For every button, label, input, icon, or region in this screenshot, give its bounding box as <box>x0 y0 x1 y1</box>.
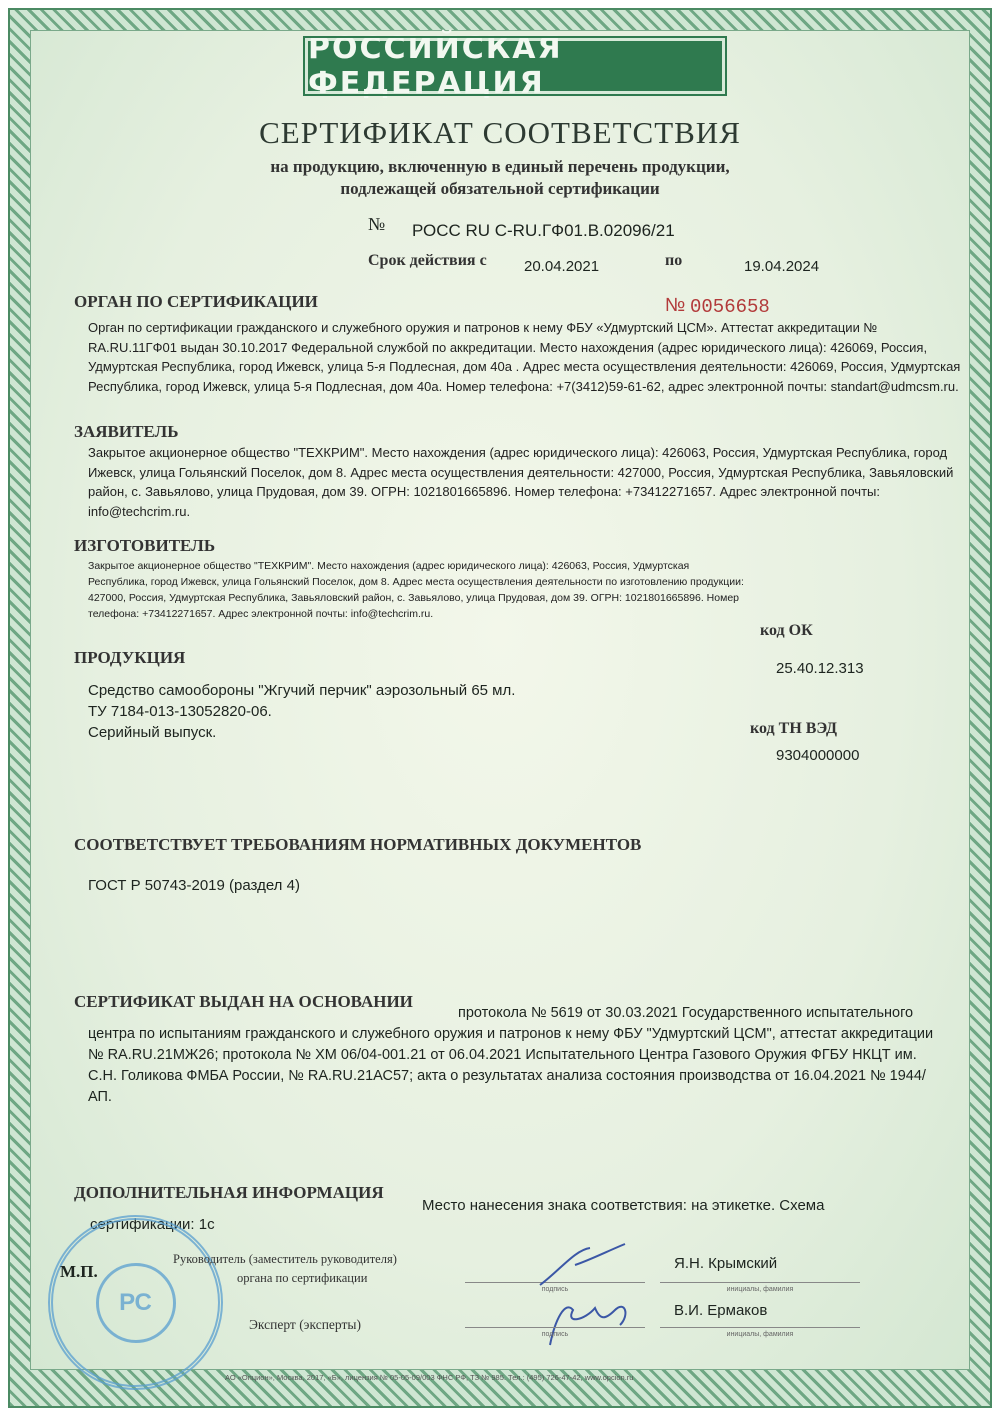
additional-info-heading: ДОПОЛНИТЕЛЬНАЯ ИНФОРМАЦИЯ <box>74 1183 384 1202</box>
country-banner: РОССИЙСКАЯ ФЕДЕРАЦИЯ <box>305 38 725 94</box>
basis-heading: СЕРТИФИКАТ ВЫДАН НА ОСНОВАНИИ <box>74 992 413 1011</box>
product-line: ТУ 7184-013-13052820-06. <box>88 703 272 720</box>
stamp-label: М.П. <box>60 1262 98 1281</box>
conformity-standard: ГОСТ Р 50743-2019 (раздел 4) <box>88 877 300 894</box>
rs-logo-icon: РС <box>96 1263 176 1343</box>
applicant-text: Закрытое акционерное общество "ТЕХКРИМ". Место нахождения (адрес юридического лица): 426063, Россия, Удмуртская Республика, город Ижевск, улица Гольянский Поселок, дом 8. Адрес места осуществления деятельности: 427000, Россия, Удмуртская Республика, Завьяловский район, с. Завьялово, улица Прудовая, дом 39. ОГРН: 1021801665896. Номер телефона: +73412271657. Адрес электронной почты: info@techcrim.ru. <box>88 445 954 519</box>
validity-from-date: 20.04.2021 <box>524 258 600 275</box>
validity-to-label: по <box>665 252 683 269</box>
number-label: № <box>368 214 386 234</box>
manufacturer-text: Закрытое акционерное общество "ТЕХКРИМ". Место нахождения (адрес юридического лица): 426063, Россия, Удмуртская Республика, город Ижевск, улица Гольянский Поселок, дом 8. Адрес места осуществления деятельности по изготовлению продукции: 427000, Россия, Удмуртская Республика, Завьяловский район, с. Завьялово, улица Прудовая, дом 39. ОГРН: 1021801665896. Номер телефона: +73412271657. Адрес электронной почты: info@techcrim.ru. <box>88 560 744 620</box>
subtitle-line-1: на продукцию, включенную в единый перечень продукции, <box>270 157 730 176</box>
expert-label: Эксперт (эксперты) <box>249 1317 361 1332</box>
head-label-1: Руководитель (заместитель руководителя) <box>173 1252 397 1266</box>
head-signature-icon <box>530 1240 640 1290</box>
manufacturer-heading: ИЗГОТОВИТЕЛЬ <box>74 536 216 555</box>
subtitle-line-2: подлежащей обязательной сертификации <box>340 179 660 198</box>
basis-text <box>88 1003 948 1108</box>
printer-footer: АО «Опцион», Москва, 2017, «Б», лицензия № 05-05-09/003 ФНС РФ, ТЗ № 985. Тел.: (495) 726-47-42, www.opcion.ru <box>225 1373 634 1382</box>
name-caption: инициалы, фамилия <box>726 1286 794 1293</box>
tnved-code: 9304000000 <box>776 747 860 764</box>
product-line: Средство самообороны "Жгучий перчик" аэрозольный 65 мл. <box>88 682 516 699</box>
validity-to-date: 19.04.2024 <box>744 258 820 275</box>
product-heading: ПРОДУКЦИЯ <box>74 648 186 667</box>
validity-from-label: Срок действия с <box>368 252 487 269</box>
signature-caption: подпись <box>541 1331 569 1338</box>
certification-body-heading: ОРГАН ПО СЕРТИФИКАЦИИ <box>74 292 318 311</box>
product-line: Серийный выпуск. <box>88 724 217 741</box>
blank-number: 0056658 <box>690 296 770 318</box>
signature-caption: подпись <box>541 1286 569 1293</box>
additional-info-line-1: Место нанесения знака соответствия: на этикетке. Схема <box>422 1197 825 1214</box>
product-description <box>88 680 515 743</box>
additional-info-line-2: сертификации: 1с <box>90 1216 215 1233</box>
certificate-number: РОСС RU C-RU.ГФ01.В.02096/21 <box>412 221 675 240</box>
tnved-code-label: код ТН ВЭД <box>750 720 837 737</box>
applicant-heading: ЗАЯВИТЕЛЬ <box>74 422 179 441</box>
basis-text-content: протокола № 5619 от 30.03.2021 Государственного испытательного центра по испытаниям гражданского и служебного оружия и патронов к нему ФБУ "Удмуртский ЦСМ", аттестат аккредитации № RA.RU.21МЖ26; протокола № ХМ 06/04-001.21 от 06.04.2021 Испытательного Центра Газового Оружия ФГБУ НКЦТ им. С.Н. Голикова ФМБА России, № RA.RU.21АС57; акта о результатах анализа состояния производства от 16.04.2021 № 1944/АП. <box>88 1005 934 1105</box>
expert-name: В.И. Ермаков <box>674 1302 768 1319</box>
ok-code-label: код ОК <box>760 622 813 639</box>
document-title: СЕРТИФИКАТ СООТВЕТСТВИЯ <box>259 115 741 150</box>
conformity-heading: СООТВЕТСТВУЕТ ТРЕБОВАНИЯМ НОРМАТИВНЫХ ДОКУМЕНТОВ <box>74 835 642 854</box>
name-caption: инициалы, фамилия <box>726 1331 794 1338</box>
seal-stamp <box>48 1215 223 1390</box>
expert-signature-icon <box>535 1290 645 1350</box>
certification-body-text: Орган по сертификации гражданского и служебного оружия и патронов к нему ФБУ «Удмуртский ЦСМ». Аттестат аккредитации № RA.RU.11ГФ01 выдан 30.10.2017 Федеральной службой по аккредитации. Место нахождения (адрес юридического лица): 426069, Россия, Удмуртская Республика, город Ижевск, улица 5-я Подлесная, дом 40а . Адрес места осуществления деятельности: 426069, Россия, Удмуртская Республика, город Ижевск, улица 5-я Подлесная, дом 40а. Номер телефона: +7(3412)59-61-62, адрес электронной почты: standart@udmcsm.ru. <box>88 320 961 394</box>
blank-number-label: № <box>665 295 686 316</box>
head-name: Я.Н. Крымский <box>674 1255 778 1272</box>
ok-code: 25.40.12.313 <box>776 660 864 677</box>
head-label-2: органа по сертификации <box>237 1271 368 1285</box>
